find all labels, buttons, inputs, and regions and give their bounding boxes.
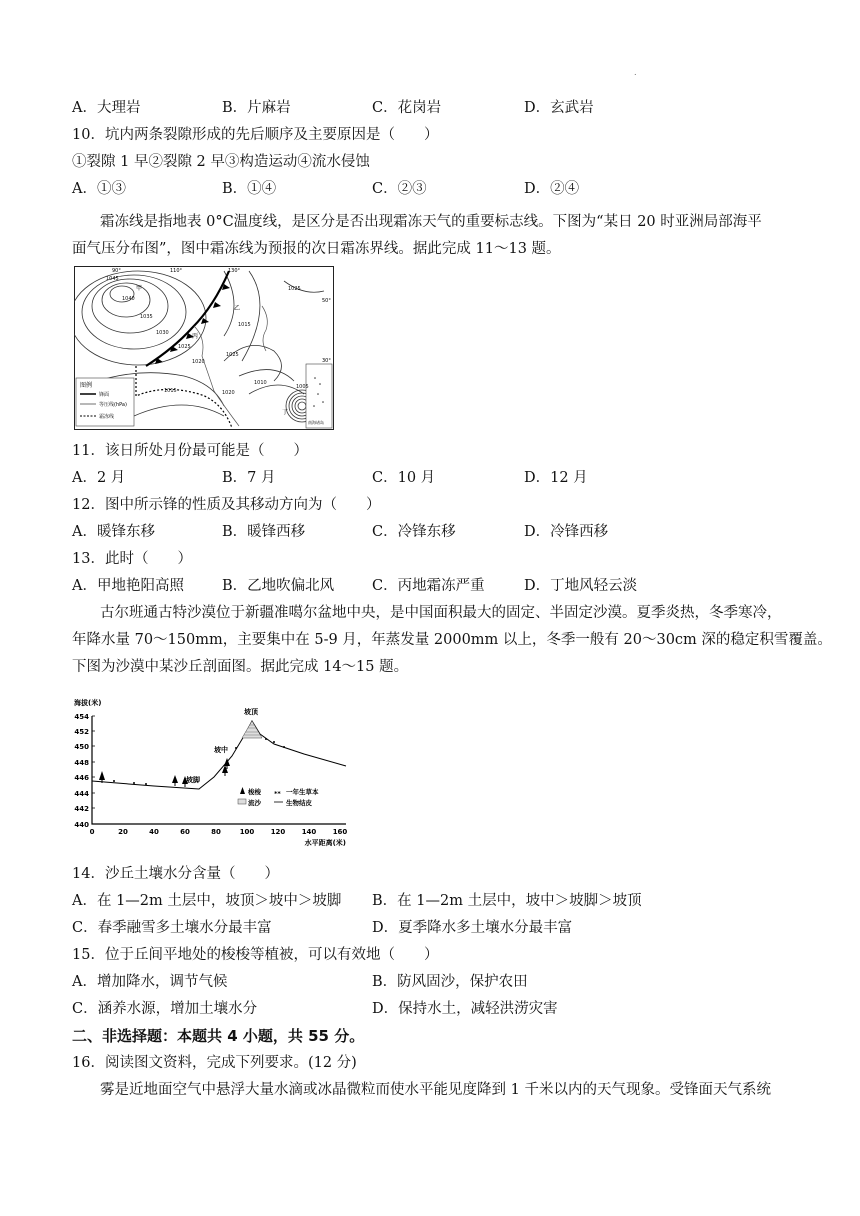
- svg-text:440: 440: [74, 821, 89, 829]
- profile-legend: [238, 787, 319, 807]
- svg-text:1025: 1025: [178, 344, 191, 350]
- q15-option-d[interactable]: D．保持水土，减轻洪涝灾害: [372, 1001, 558, 1017]
- q14-option-b[interactable]: B．在 1—2m 土层中，坡中＞坡脚＞坡顶: [372, 893, 642, 909]
- header-dot: .: [634, 68, 637, 77]
- lat-label-30: 30°: [322, 358, 331, 364]
- q12-stem: 12．图中所示锋的性质及其移动方向为（ ）: [72, 497, 381, 513]
- svg-text:40: 40: [149, 828, 159, 836]
- dune-surface: [92, 721, 346, 789]
- lat-label-50: 50°: [322, 298, 331, 304]
- x-axis-title: 水平距离(米): [304, 839, 346, 847]
- q12-option-d[interactable]: D．冷锋西移: [524, 524, 609, 540]
- svg-text:442: 442: [74, 805, 89, 813]
- legend-quicksand: 流沙: [248, 799, 261, 807]
- place-yi: 乙: [234, 305, 241, 312]
- q11-stem: 11．该日所处月份最可能是（ ）: [72, 443, 308, 459]
- label-slope-mid: 坡中: [214, 746, 228, 754]
- q13-option-a[interactable]: A．甲地艳阳高照: [72, 578, 184, 594]
- svg-text:160: 160: [332, 828, 348, 836]
- svg-text:80: 80: [211, 828, 221, 836]
- legend-front: 锋面: [99, 392, 110, 398]
- lon-label-90: 90°: [112, 268, 121, 274]
- passage1-line1: 霜冻线是指地表 0°C温度线，是区分是否出现霜冻天气的重要标志线。下图为“某日 20 时亚洲局部海平: [100, 214, 762, 230]
- q14-option-c[interactable]: C．春季融雪多土壤水分最丰富: [72, 920, 272, 936]
- svg-text:1020: 1020: [222, 390, 235, 396]
- q15-option-b[interactable]: B．防风固沙，保护农田: [372, 974, 528, 990]
- legend-saxaul: 梭梭: [248, 788, 261, 796]
- svg-text:1045: 1045: [106, 276, 119, 282]
- q11-option-c[interactable]: C．10 月: [372, 470, 436, 486]
- axes: [92, 716, 346, 824]
- q14-option-d[interactable]: D．夏季降水多土壤水分最丰富: [372, 920, 573, 936]
- passage1-line2: 面气压分布图”，图中霜冻线为预报的次日霜冻界线。据此完成 11～13 题。: [72, 241, 561, 257]
- pressure-map: [74, 266, 334, 430]
- q16-stem: 16．阅读图文资料，完成下列要求。(12 分): [72, 1055, 357, 1071]
- inset-label: 南海诸岛: [308, 420, 324, 425]
- place-ding: 丁: [282, 409, 289, 416]
- q9-option-a[interactable]: A．大理岩: [72, 100, 141, 116]
- svg-text:1015: 1015: [238, 322, 251, 328]
- svg-text:60: 60: [180, 828, 190, 836]
- svg-text:1025: 1025: [288, 286, 301, 292]
- x-ticks: [90, 828, 348, 836]
- label-slope-top: 坡顶: [244, 708, 258, 716]
- svg-text:448: 448: [74, 759, 89, 767]
- svg-text:1005: 1005: [296, 384, 309, 390]
- q13-option-c[interactable]: C．丙地霜冻严重: [372, 578, 485, 594]
- svg-text:450: 450: [74, 743, 89, 751]
- svg-text:140: 140: [301, 828, 317, 836]
- svg-text:120: 120: [270, 828, 286, 836]
- svg-text:0: 0: [89, 828, 95, 836]
- y-axis-title: 海拔(米): [74, 699, 102, 707]
- svg-text:1030: 1030: [156, 330, 169, 336]
- q9-option-d[interactable]: D．玄武岩: [524, 100, 594, 116]
- q14-stem: 14．沙丘土壤水分含量（ ）: [72, 866, 279, 882]
- svg-text:444: 444: [74, 790, 89, 798]
- svg-text:454: 454: [74, 713, 89, 721]
- passage2-line2: 年降水量 70～150mm，主要集中在 5-9 月，年蒸发量 2000mm 以上，冬季一般有 20～30cm 深的稳定积雪覆盖。: [72, 632, 832, 648]
- label-slope-foot: 坡脚: [186, 776, 200, 784]
- legend-isobar: 等压线(hPa): [99, 402, 127, 408]
- svg-text:1035: 1035: [140, 314, 153, 320]
- q14-option-a[interactable]: A．在 1—2m 土层中，坡顶＞坡中＞坡脚: [72, 893, 342, 909]
- lon-label-130: 130°: [228, 268, 241, 274]
- q15-option-a[interactable]: A．增加降水，调节气候: [72, 974, 228, 990]
- q11-option-b[interactable]: B．7 月: [222, 470, 276, 486]
- q10-option-c[interactable]: C．②③: [372, 181, 427, 197]
- legend-herb: 一年生草本: [286, 788, 319, 796]
- q15-option-c[interactable]: C．涵养水源，增加土壤水分: [72, 1001, 258, 1017]
- svg-text:1015: 1015: [164, 388, 177, 394]
- south-sea-inset: [306, 364, 332, 428]
- q13-option-d[interactable]: D．丁地风轻云淡: [524, 578, 638, 594]
- y-ticks: [74, 713, 89, 829]
- svg-text:20: 20: [118, 828, 128, 836]
- q10-option-d[interactable]: D．②④: [524, 181, 580, 197]
- q12-option-a[interactable]: A．暖锋东移: [72, 524, 155, 540]
- svg-text:⁎⁎: ⁎⁎: [274, 788, 281, 796]
- quicksand: [242, 721, 262, 738]
- q10-option-b[interactable]: B．①④: [222, 181, 277, 197]
- q13-option-b[interactable]: B．乙地吹偏北风: [222, 578, 335, 594]
- q15-stem: 15．位于丘间平地处的梭梭等植被，可以有效地（ ）: [72, 947, 439, 963]
- legend-frost-line: 霜冻线: [99, 414, 115, 420]
- q13-stem: 13．此时（ ）: [72, 551, 192, 567]
- dune-profile-chart: [74, 694, 358, 848]
- q9-option-c[interactable]: C．花岗岩: [372, 100, 442, 116]
- passage2-line3: 下图为沙漠中某沙丘剖面图。据此完成 14～15 题。: [72, 659, 409, 675]
- lon-label-110: 110°: [170, 268, 183, 274]
- svg-text:452: 452: [74, 728, 89, 736]
- q9-option-b[interactable]: B．片麻岩: [222, 100, 291, 116]
- q10-option-a[interactable]: A．①③: [72, 181, 126, 197]
- q12-option-b[interactable]: B．暖锋西移: [222, 524, 306, 540]
- q11-option-d[interactable]: D．12 月: [524, 470, 588, 486]
- passage2-line1: 古尔班通古特沙漠位于新疆准噶尔盆地中央，是中国面积最大的固定、半固定沙漠。夏季炎热，冬季寒冷，: [100, 605, 782, 621]
- svg-text:1025: 1025: [226, 352, 239, 358]
- place-jia: 甲: [136, 285, 143, 292]
- svg-text:100: 100: [239, 828, 255, 836]
- legend-title: 图例: [80, 382, 93, 389]
- q12-option-c[interactable]: C．冷锋东移: [372, 524, 456, 540]
- svg-text:1040: 1040: [122, 296, 135, 302]
- q10-statements: ①裂隙 1 早②裂隙 2 早③构造运动④流水侵蚀: [72, 154, 370, 170]
- q16-line1: 雾是近地面空气中悬浮大量水滴或冰晶微粒而使水平能见度降到 1 千米以内的天气现象。受锋面天气系统: [100, 1082, 771, 1098]
- svg-text:446: 446: [74, 774, 89, 782]
- place-bing: 丙: [192, 333, 199, 340]
- q10-stem: 10．坑内两条裂隙形成的先后顺序及主要原因是（ ）: [72, 127, 439, 143]
- legend-crust: 生物结皮: [286, 799, 312, 807]
- svg-text:1010: 1010: [254, 380, 267, 386]
- section-2-heading: 二、非选择题：本题共 4 小题，共 55 分。: [72, 1027, 365, 1045]
- q11-option-a[interactable]: A．2 月: [72, 470, 126, 486]
- svg-text:1020: 1020: [192, 359, 205, 365]
